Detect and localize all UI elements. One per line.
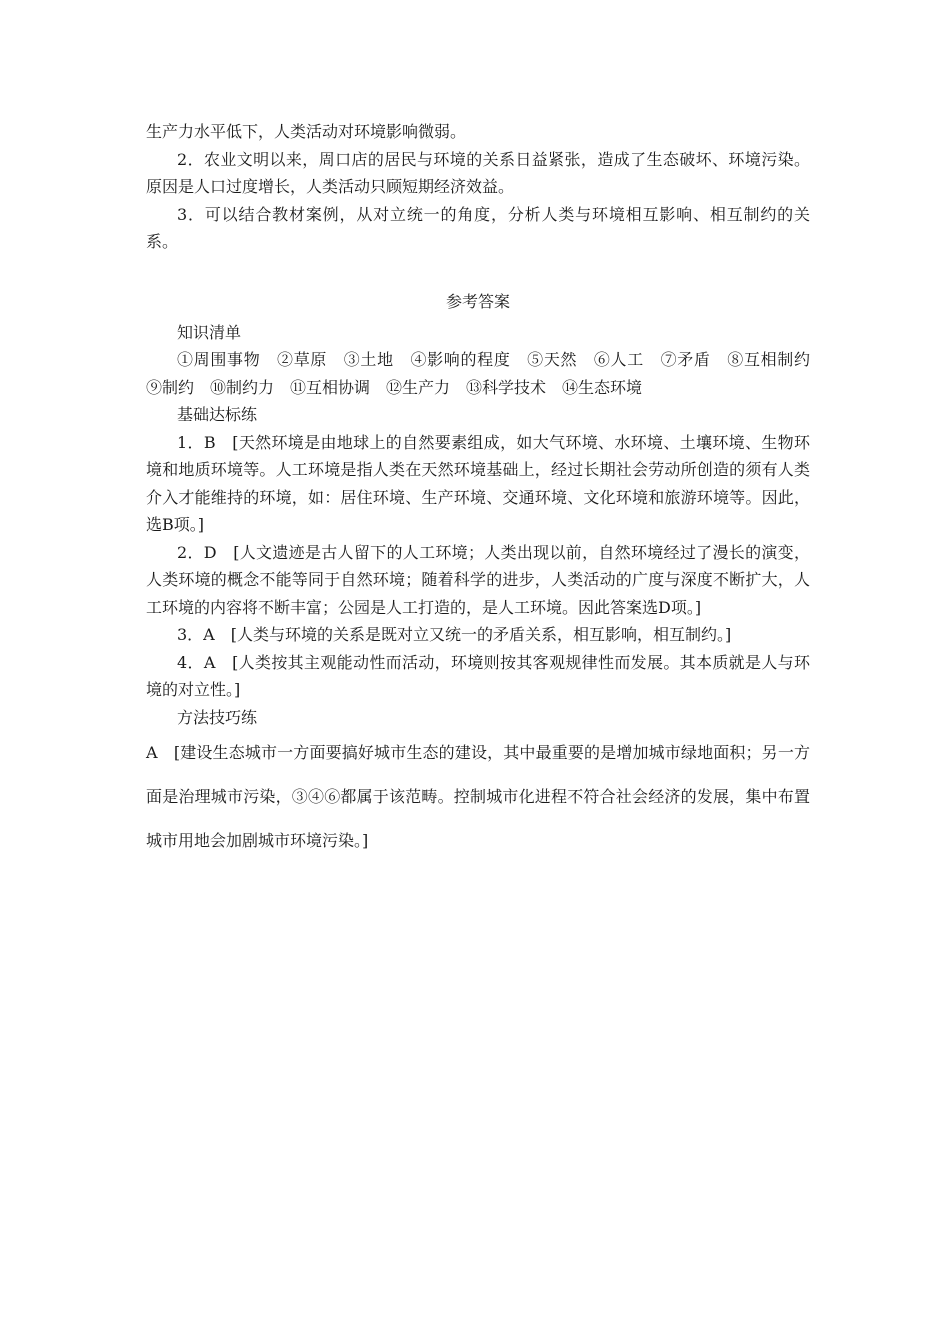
knowledge-list: ①周围事物 ②草原 ③土地 ④影响的程度 ⑤天然 ⑥人工 ⑦矛盾 ⑧互相制约 ⑨制约 ⑩制约力 ⑪互相协调 ⑫生产力 ⑬科学技术 ⑭生态环境 <box>146 350 827 397</box>
answer-3-paragraph: 3．可以结合教材案例，从对立统一的角度，分析人类与环境相互影响、相互制约的关系。 <box>146 204 810 251</box>
answer-1-continuation: 生产力水平低下，人类活动对环境影响微弱。 <box>146 122 467 141</box>
method-answer: A [建设生态城市一方面要搞好城市生态的建设，其中最重要的是增加城市绿地面积；另一方面是治理城市污染，③④⑥都属于该范畴。控制城市化进程不符合社会经济的发展，集中布置城市用地会加剧城市环境污染。] <box>146 743 810 850</box>
basic-answer-2: 2．D [人文遗迹是古人留下的人工环境；人类出现以前，自然环境经过了漫长的演变，人类环境的概念不能等同于自然环境；随着科学的进步，人类活动的广度与深度不断扩大，人工环境的内容将不断丰富；公园是人工打造的，是人工环境。因此答案选D项。] <box>146 542 810 617</box>
reference-answers-title: 参考答案 <box>445 291 510 311</box>
basic-answer-3: 3．A [人类与环境的关系是既对立又统一的矛盾关系，相互影响，相互制约。] <box>177 625 732 644</box>
document-page <box>146 118 827 863</box>
basic-answer-1: 1．B [天然环境是由地球上的自然要素组成，如大气环境、水环境、土壤环境、生物环境和地质环境等。人工环境是指人类在天然环境基础上，经过长期社会劳动所创造的须有人类介入才能维持的环境，如：居住环境、生产环境、交通环境、文化环境和旅游环境等。因此，选B项。] <box>146 432 810 534</box>
spacer <box>146 256 810 288</box>
basic-answer-4: 4．A [人类按其主观能动性而活动，环境则按其客观规律性而发展。其本质就是人与环境的对立性。] <box>146 652 810 699</box>
answer-2-paragraph: 2．农业文明以来，周口店的居民与环境的关系日益紧张，造成了生态破坏、环境污染。原因是人口过度增长，人类活动只顾短期经济效益。 <box>146 149 810 196</box>
method-practice-heading: 方法技巧练 <box>177 707 258 727</box>
basic-practice-heading: 基础达标练 <box>177 405 258 424</box>
knowledge-heading: 知识清单 <box>177 322 242 342</box>
